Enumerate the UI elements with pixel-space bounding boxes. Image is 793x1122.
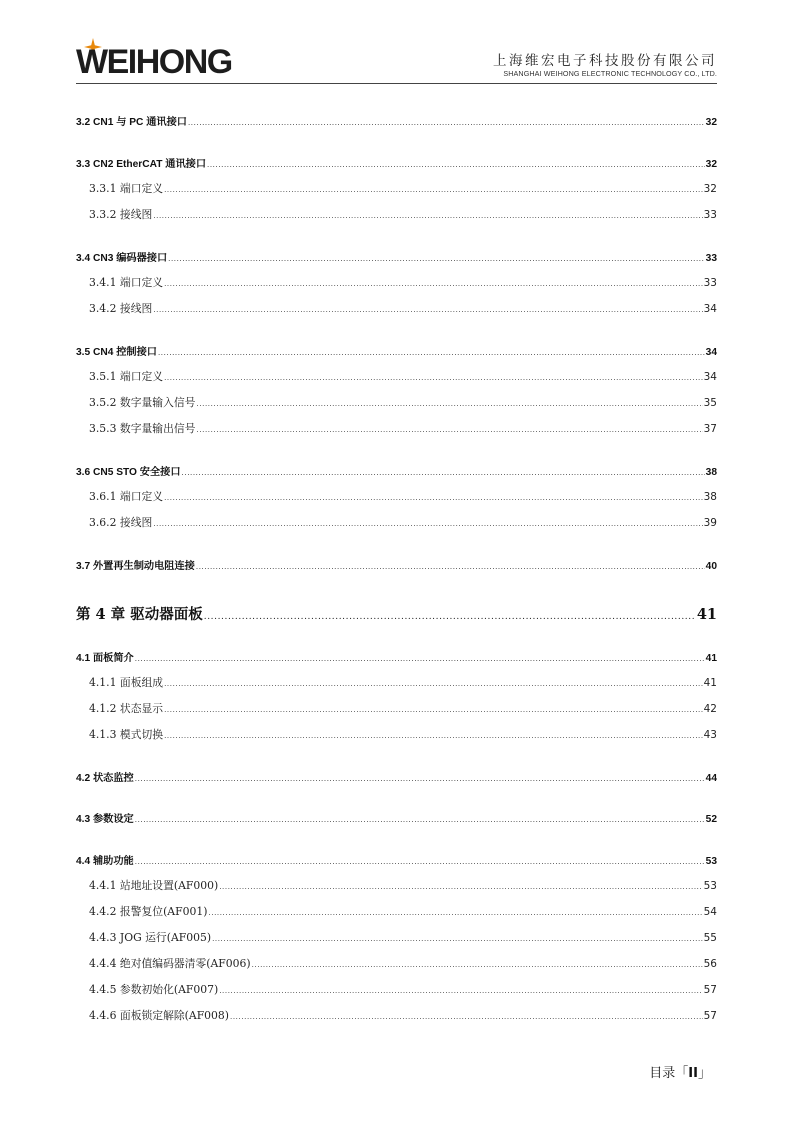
toc-entry[interactable]: 3.6 CN5 STO 安全接口 ..... 38 [76,463,717,478]
toc-entry[interactable]: 3.6.1 端口定义 ..... 38 [89,489,717,504]
toc-entry[interactable]: 4.4.2 报警复位(AF001) ..... 54 [89,904,717,919]
toc-entry[interactable]: 3.5 CN4 控制接口 ..... 34 [76,343,717,358]
footer-label: 目录 [649,1066,676,1081]
toc-entry[interactable]: 3.4.1 端口定义 ..... 33 [89,275,717,290]
logo-text: WEIHONG [76,43,232,81]
toc-entry[interactable]: 3.7 外置再生制动电阻连接 ..... 40 [76,557,717,572]
toc-entry[interactable]: 3.4.2 接线图 ..... 34 [89,301,717,316]
toc-entry[interactable]: 4.1.2 状态显示 ..... 42 [89,701,717,716]
company-name-cn: 上海维宏电子科技股份有限公司 [493,53,717,69]
toc-entry[interactable]: 4.4 辅助功能 ..... 53 [76,852,717,867]
toc-entry[interactable]: 4.1.3 模式切换 ..... 43 [89,727,717,742]
toc-entry[interactable]: 4.1 面板简介 ..... 41 [76,649,717,664]
page-number: II [688,1066,698,1081]
toc-entry[interactable]: 3.3 CN2 EtherCAT 通讯接口 ..... 32 [76,155,717,170]
toc-entry[interactable]: 3.6.2 接线图 ..... 39 [89,515,717,530]
toc-entry[interactable]: 3.4 CN3 编码器接口 ..... 33 [76,249,717,264]
toc-chapter-entry[interactable]: 第 4 章 驱动器面板 ..... 41 [76,603,717,624]
company-name-en: SHANGHAI WEIHONG ELECTRONIC TECHNOLOGY CO., LTD. [503,69,717,78]
footer-bracket-open: 「 [675,1066,689,1081]
toc-entry[interactable]: 4.4.3 JOG 运行(AF005) ..... 55 [89,930,717,945]
toc-entry[interactable]: 4.3 参数设定 ..... 52 [76,810,717,825]
toc-entry[interactable]: 4.1.1 面板组成 ..... 41 [89,675,717,690]
toc-entry[interactable]: 3.2 CN1 与 PC 通讯接口 ..... 32 [76,113,717,128]
toc-entry[interactable]: 4.4.5 参数初始化(AF007) ..... 57 [89,982,717,997]
toc-entry[interactable]: 3.5.3 数字量输出信号 ..... 37 [89,421,717,436]
toc-entry[interactable]: 3.5.2 数字量输入信号 ..... 35 [89,395,717,410]
page-footer [649,1062,711,1081]
toc-entry[interactable]: 3.3.2 接线图 ..... 33 [89,207,717,222]
toc-entry[interactable]: 4.2 状态监控 ..... 44 [76,769,717,784]
toc-entry[interactable]: 3.3.1 端口定义 ..... 32 [89,181,717,196]
footer-bracket-close: 」 [697,1066,711,1081]
toc-entry[interactable]: 4.4.4 绝对值编码器清零(AF006) ..... 56 [89,956,717,971]
toc-entry[interactable]: 4.4.6 面板锁定解除(AF008) ..... 57 [89,1008,717,1023]
toc-entry[interactable]: 4.4.1 站地址设置(AF000) ..... 53 [89,878,717,893]
toc-entry[interactable]: 3.5.1 端口定义 ..... 34 [89,369,717,384]
